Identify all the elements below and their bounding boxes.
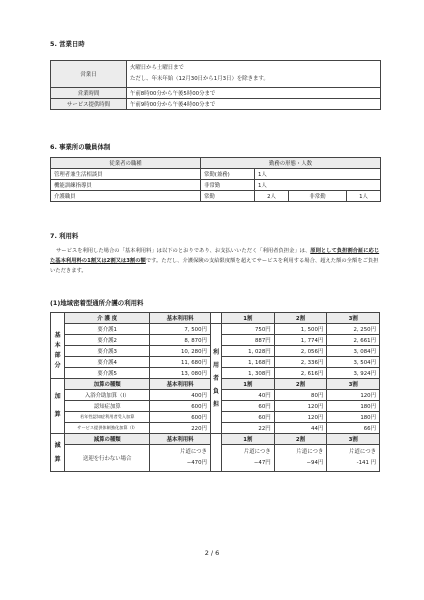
- staff-count: 2人: [255, 191, 289, 202]
- staff-job: 機能訓練指導員: [51, 180, 201, 191]
- fee-header-basic: 基本利用料: [150, 313, 211, 324]
- label-business-hours: 営業時間: [51, 88, 127, 99]
- basic-portion-char: 基: [54, 331, 61, 339]
- addition-10pct: 40円: [222, 390, 275, 401]
- basic-fee: 11, 680円: [150, 357, 211, 368]
- staff-job: 管理者兼生活相談員: [51, 169, 201, 180]
- section-5-heading: 5. 営業日時: [50, 40, 85, 48]
- reduction-20pct-per-way: 片道につき: [296, 449, 324, 455]
- reduction-30pct-per-way: 片道につき: [349, 449, 376, 455]
- basic-fee: 8, 870円: [150, 335, 211, 346]
- reduction-30pct: [327, 445, 380, 472]
- addition-header-20pct: 2割: [274, 379, 327, 390]
- burden-30pct: 3, 924円: [327, 368, 380, 379]
- business-days-line-1: 火曜日から土曜日まで: [130, 65, 184, 71]
- label-service-hours: サービス提供時間: [51, 99, 127, 110]
- addition-type: サービス提供体制強化加算（Ⅰ）: [65, 423, 150, 434]
- care-level: 要介護3: [65, 346, 150, 357]
- reductions-char: 算: [54, 455, 61, 463]
- fee-header-30pct: 3割: [327, 313, 380, 324]
- burden-30pct: 2, 661円: [327, 335, 380, 346]
- additions-label: [51, 379, 65, 434]
- burden-20pct: 1, 500円: [274, 324, 327, 335]
- additions-char: 加: [54, 393, 61, 400]
- section-6-heading: 6. 事業所の職員体制: [50, 143, 111, 151]
- additions-char: 算: [54, 411, 61, 418]
- addition-10pct: 60円: [222, 412, 275, 423]
- addition-30pct: 180円: [327, 401, 380, 412]
- addition-fee: 600円: [150, 401, 211, 412]
- addition-fee: 220円: [150, 423, 211, 434]
- reduction-20pct: [274, 445, 327, 472]
- addition-header-basic: 基本利用料: [150, 379, 211, 390]
- fee-explanation: [50, 246, 380, 276]
- user-burden-char: 用: [212, 362, 219, 369]
- staff-form: 常勤: [201, 191, 255, 202]
- fee-explanation-underlined: 原則として負担割合証に応じた基本利用料の1割又は2割又は3割の額: [50, 248, 380, 264]
- burden-20pct: 1, 774円: [274, 335, 327, 346]
- reduction-fee: [150, 445, 211, 472]
- user-burden-label: [210, 324, 221, 434]
- staff-form: 非常勤: [201, 180, 255, 191]
- burden-30pct: 2, 250円: [327, 324, 380, 335]
- fee-table-title: (1)地域密着型通所介護の利用料: [50, 299, 144, 307]
- basic-portion-label: [51, 324, 65, 379]
- staff-table: [50, 157, 381, 202]
- staff-form: 常勤(兼務): [201, 169, 255, 180]
- section-7-heading: 7. 利用料: [50, 232, 79, 240]
- burden-30pct: 3, 084円: [327, 346, 380, 357]
- fee-header-level: 介 護 度: [65, 313, 150, 324]
- addition-type: 若年性認知症利用者受入加算: [65, 412, 150, 423]
- basic-portion-char: 部: [54, 351, 61, 359]
- reduction-10pct-amount: −47円: [253, 460, 271, 466]
- reduction-10pct: [222, 445, 275, 472]
- addition-20pct: 120円: [274, 401, 327, 412]
- reduction-fee-amount: −470円: [186, 460, 207, 466]
- addition-10pct: 22円: [222, 423, 275, 434]
- addition-fee: 400円: [150, 390, 211, 401]
- reduction-header-30pct: 3割: [327, 434, 380, 445]
- user-burden-char: 負: [212, 388, 219, 395]
- care-level: 要介護5: [65, 368, 150, 379]
- staff-job: 介護職員: [51, 191, 201, 202]
- reduction-type: 送迎を行わない場合: [65, 445, 150, 472]
- burden-10pct: 887円: [222, 335, 275, 346]
- staff-header-job: 従業者の職種: [51, 158, 201, 169]
- user-burden-char: 利: [212, 349, 219, 356]
- user-burden-char: 担: [212, 401, 219, 408]
- fee-spacer: [210, 313, 221, 324]
- addition-30pct: 120円: [327, 390, 380, 401]
- fee-header-10pct: 1割: [222, 313, 275, 324]
- page-number: 2 / 6: [204, 549, 220, 557]
- addition-header-type: 加算の種類: [65, 379, 150, 390]
- addition-type: 入浴介助加算（Ⅰ）: [65, 390, 150, 401]
- fee-table: [50, 312, 380, 472]
- burden-10pct: 1, 168円: [222, 357, 275, 368]
- fee-header-20pct: 2割: [274, 313, 327, 324]
- fee-explanation-part-1: サービスを利用した場合の「基本利用料」は以下のとおりであり、お支払いいただく「利用者負担金」は、: [56, 248, 311, 254]
- reduction-30pct-amount: -141 円: [356, 460, 376, 466]
- burden-30pct: 3, 504円: [327, 357, 380, 368]
- staff-form-parttime: 非常勤: [289, 191, 347, 202]
- staff-count: 1人: [255, 169, 381, 180]
- staff-count: 1人: [255, 180, 381, 191]
- burden-20pct: 2, 336円: [274, 357, 327, 368]
- burden-20pct: 2, 616円: [274, 368, 327, 379]
- fee-explanation-part-2: です。ただし、介護保険の支給限度額を超えてサービスを利用する場合、超えた額の全額をご負担いただきます。: [50, 258, 379, 274]
- care-level: 要介護2: [65, 335, 150, 346]
- addition-header-30pct: 3割: [327, 379, 380, 390]
- burden-10pct: 750円: [222, 324, 275, 335]
- basic-fee: 13, 080円: [150, 368, 211, 379]
- addition-20pct: 120円: [274, 412, 327, 423]
- addition-fee: 600円: [150, 412, 211, 423]
- reductions-char: 減: [54, 441, 61, 449]
- reduction-header-10pct: 1割: [222, 434, 275, 445]
- addition-20pct: 44円: [274, 423, 327, 434]
- addition-type: 認知症加算: [65, 401, 150, 412]
- reduction-10pct-per-way: 片道につき: [243, 449, 271, 455]
- fee-spacer: [210, 434, 221, 445]
- staff-header-form: 勤務の形態・人数: [201, 158, 381, 169]
- user-burden-char: 者: [212, 375, 219, 382]
- reductions-label: [51, 434, 65, 472]
- value-service-hours: 午前9時00分から午後4時00分まで: [127, 99, 381, 110]
- addition-30pct: 66円: [327, 423, 380, 434]
- value-business-hours: 午前8時00分から午後5時00分まで: [127, 88, 381, 99]
- staff-count-parttime: 1人: [347, 191, 381, 202]
- fee-spacer: [210, 445, 221, 472]
- basic-fee: 7, 500円: [150, 324, 211, 335]
- addition-20pct: 80円: [274, 390, 327, 401]
- fee-corner: [51, 313, 65, 324]
- burden-20pct: 2, 056円: [274, 346, 327, 357]
- reduction-20pct-amount: −94円: [306, 460, 324, 466]
- burden-10pct: 1, 028円: [222, 346, 275, 357]
- reduction-header-20pct: 2割: [274, 434, 327, 445]
- reduction-header-type: 減算の種類: [65, 434, 150, 445]
- business-hours-table: [50, 60, 381, 110]
- label-business-days: 営業日: [51, 61, 127, 88]
- basic-fee: 10, 280円: [150, 346, 211, 357]
- care-level: 要介護1: [65, 324, 150, 335]
- addition-30pct: 180円: [327, 412, 380, 423]
- burden-10pct: 1, 308円: [222, 368, 275, 379]
- addition-header-10pct: 1割: [222, 379, 275, 390]
- reduction-fee-per-way: 片道につき: [180, 449, 207, 455]
- business-days-line-2: ただし、年末年始（12月30日から1月3日）を除きます。: [130, 76, 269, 82]
- care-level: 要介護4: [65, 357, 150, 368]
- value-business-days: [127, 61, 381, 88]
- addition-10pct: 60円: [222, 401, 275, 412]
- basic-portion-char: 分: [54, 361, 61, 369]
- basic-portion-char: 本: [54, 341, 61, 349]
- reduction-header-basic: 基本利用料: [150, 434, 211, 445]
